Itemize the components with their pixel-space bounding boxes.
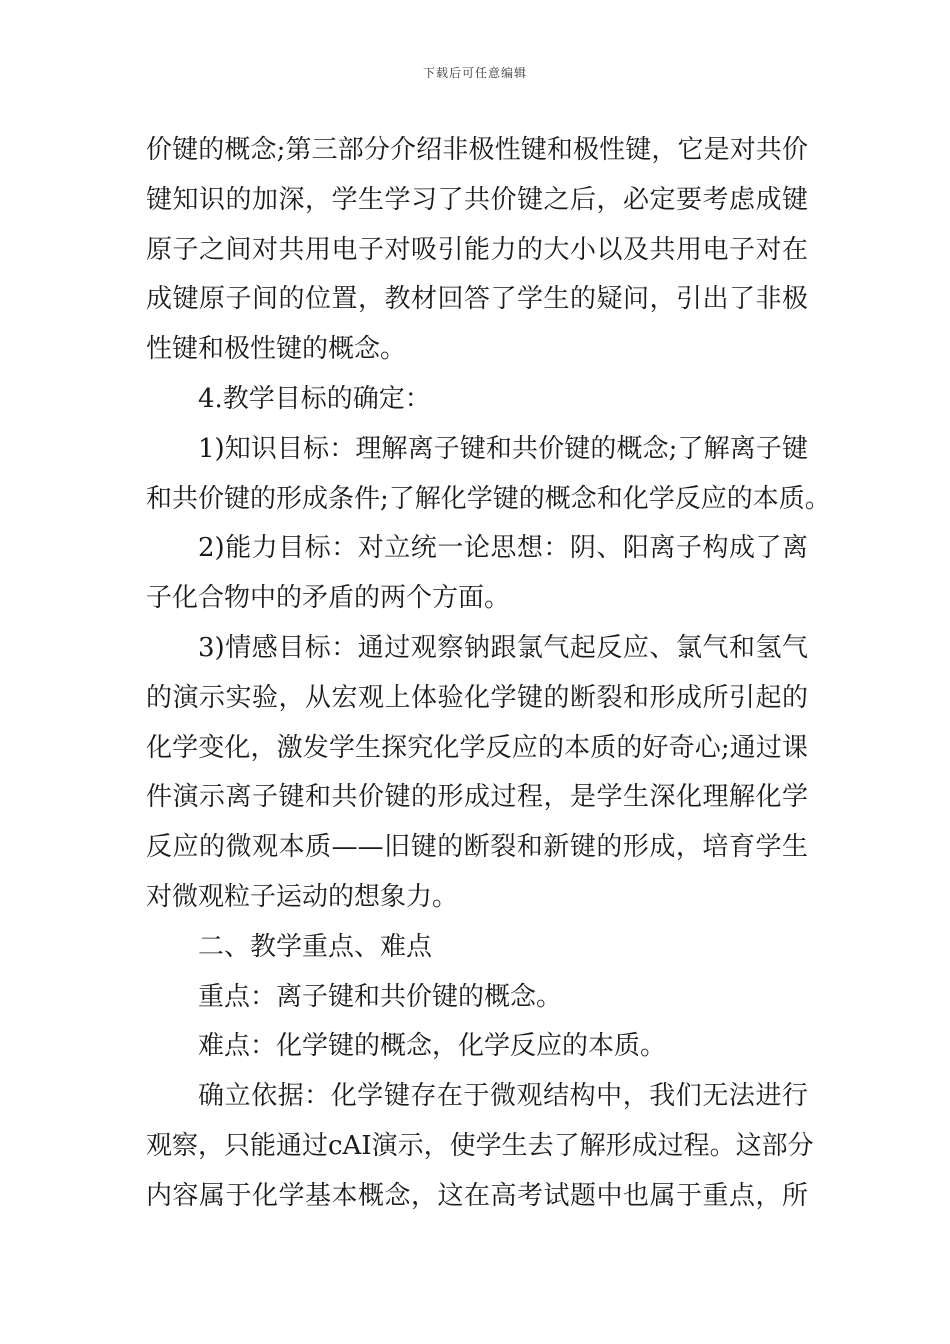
text-line: 难点：化学键的概念，化学反应的本质。 bbox=[198, 1031, 667, 1062]
text-line: 确立依据：化学键存在于微观结构中，我们无法进行 bbox=[198, 1081, 808, 1112]
text-line: 和共价键的形成条件;了解化学键的概念和化学反应的本质。 bbox=[146, 483, 831, 514]
section-heading: 4.教学目标的确定： bbox=[198, 383, 431, 414]
text-line: 观察，只能通过cAI演示，使学生去了解形成过程。这部分 bbox=[146, 1130, 814, 1161]
text-line: 2)能力目标：对立统一论思想：阴、阳离子构成了离 bbox=[198, 533, 808, 564]
text-line: 键知识的加深，学生学习了共价键之后，必定要考虑成键 bbox=[146, 184, 808, 215]
text-line: 重点：离子键和共价键的概念。 bbox=[198, 981, 563, 1012]
page-header: 下载后可任意编辑 bbox=[422, 66, 527, 80]
text-line: 原子之间对共用电子对吸引能力的大小以及共用电子对在 bbox=[146, 234, 808, 265]
section-heading: 二、教学重点、难点 bbox=[198, 931, 433, 962]
text-line: 化学变化，激发学生探究化学反应的本质的好奇心;通过课 bbox=[146, 732, 808, 763]
text-line: 件演示离子键和共价键的形成过程，是学生深化理解化学 bbox=[146, 782, 808, 813]
text-line: 3)情感目标：通过观察钠跟氯气起反应、氯气和氢气 bbox=[198, 632, 808, 663]
text-line: 1)知识目标：理解离子键和共价键的概念;了解离子键 bbox=[198, 433, 808, 464]
text-line: 的演示实验，从宏观上体验化学键的断裂和形成所引起的 bbox=[146, 682, 808, 713]
text-line: 成键原子间的位置，教材回答了学生的疑问，引出了非极 bbox=[146, 284, 808, 315]
document-body bbox=[146, 126, 831, 1222]
text-line: 对微观粒子运动的想象力。 bbox=[146, 881, 459, 912]
text-line: 子化合物中的矛盾的两个方面。 bbox=[146, 583, 511, 614]
text-line: 内容属于化学基本概念，这在高考试题中也属于重点，所 bbox=[146, 1180, 808, 1211]
text-line: 价键的概念;第三部分介绍非极性键和极性键，它是对共价 bbox=[146, 135, 808, 165]
text-line: 性键和极性键的概念。 bbox=[146, 334, 407, 365]
text-line: 反应的微观本质——旧键的断裂和新键的形成，培育学生 bbox=[146, 832, 808, 863]
